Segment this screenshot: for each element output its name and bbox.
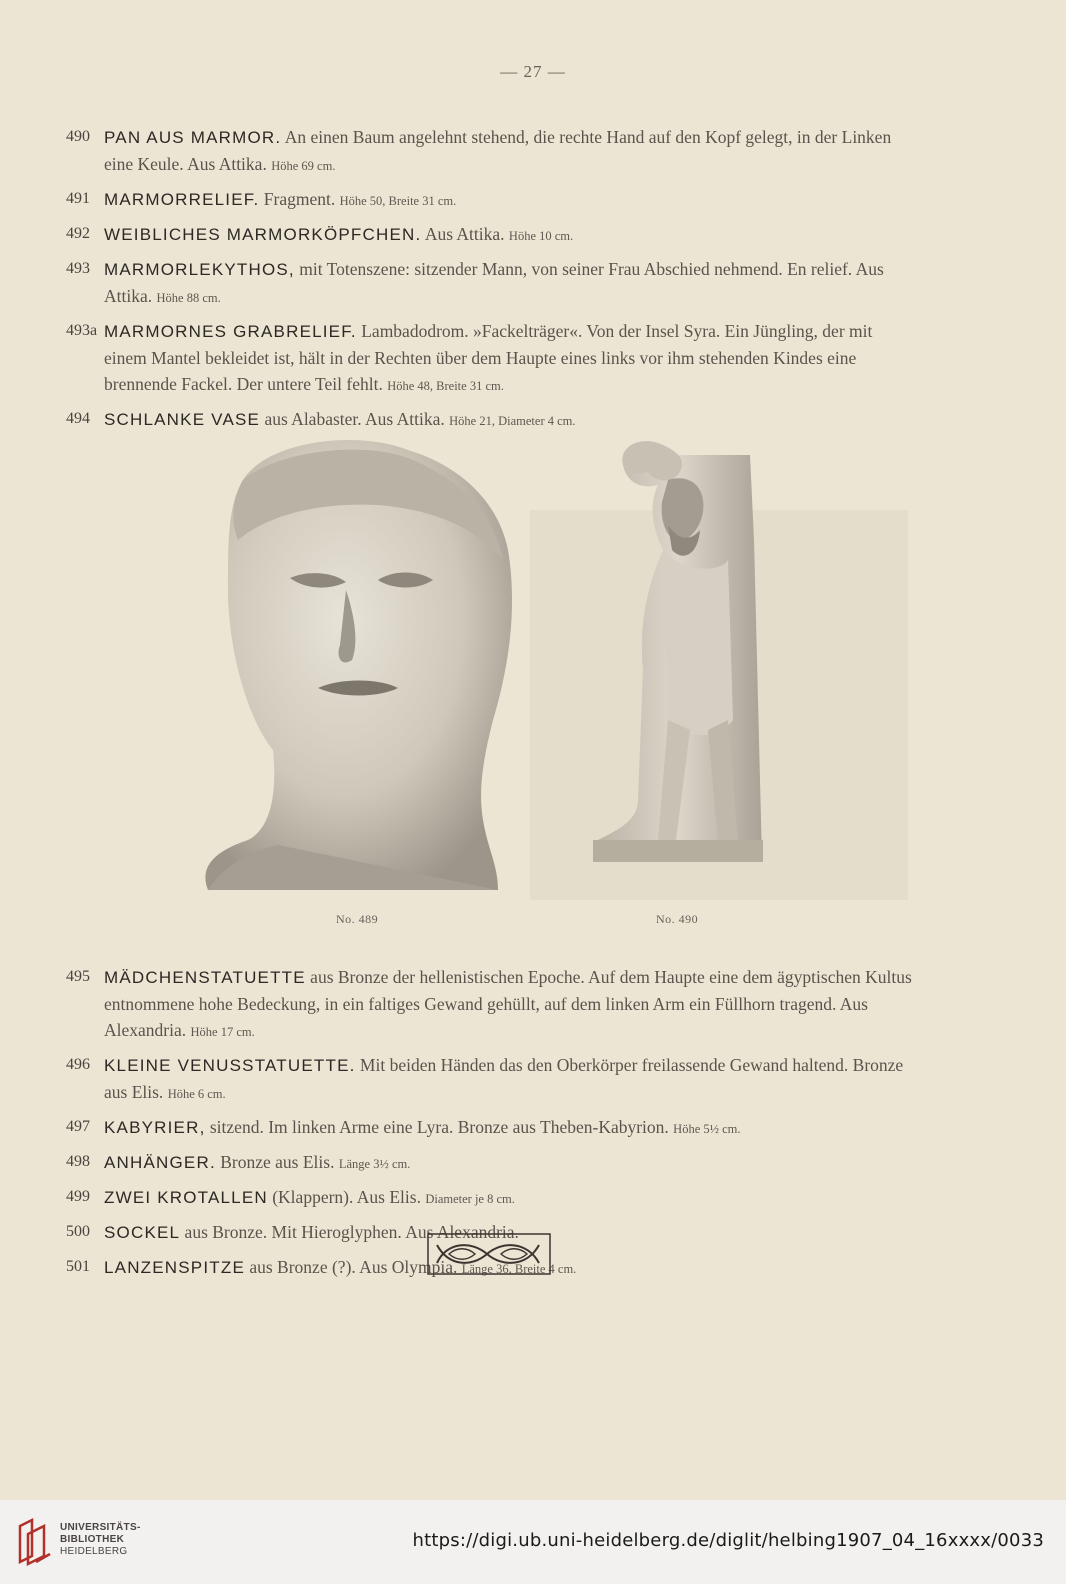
caption-right: No. 490 xyxy=(656,912,699,926)
entry-number: 499 xyxy=(66,1188,90,1205)
catalog-entry xyxy=(66,186,912,214)
entry-measurement: Höhe 5½ cm. xyxy=(673,1122,741,1136)
entry-number: 494 xyxy=(66,410,90,427)
entry-measurement: Diameter je 8 cm. xyxy=(425,1192,515,1206)
plate-illustrations xyxy=(78,420,918,968)
entry-heading: MARMORRELIEF. xyxy=(104,190,260,209)
entry-text: Aus Attika. xyxy=(421,224,509,244)
caption-left: No. 489 xyxy=(336,912,379,926)
library-name xyxy=(60,1522,141,1558)
entry-measurement: Höhe 50, Breite 31 cm. xyxy=(339,194,457,208)
entry-number: 490 xyxy=(66,128,90,145)
entry-measurement: Höhe 6 cm. xyxy=(167,1087,226,1101)
catalog-entry xyxy=(66,256,912,311)
source-url-link[interactable]: https://digi.ub.uni-heidelberg.de/diglit/helbing1907_04_16xxxx/0033 xyxy=(412,1530,1044,1551)
entry-number: 500 xyxy=(66,1223,90,1240)
entry-heading: SOCKEL xyxy=(104,1223,181,1242)
page-number: — 27 — xyxy=(500,62,566,81)
entry-text: aus Alabaster. Aus Attika. xyxy=(260,409,450,429)
photo-plate xyxy=(78,420,918,968)
catalog-entry xyxy=(66,318,912,399)
entry-measurement: Höhe 10 cm. xyxy=(508,229,574,243)
entry-measurement: Höhe 88 cm. xyxy=(156,291,221,305)
entry-number: 497 xyxy=(66,1118,90,1135)
entry-text: Mit beiden Händen das den Oberkörper freilassende Gewand haltend. Bronze aus Elis. xyxy=(104,1055,904,1102)
entry-number: 491 xyxy=(66,190,90,207)
library-footer xyxy=(0,1500,1066,1584)
entry-measurement: Höhe 17 cm. xyxy=(190,1025,255,1039)
entry-text: aus Bronze (?). Aus Olympia. xyxy=(244,1257,462,1277)
entry-heading: ZWEI KROTALLEN xyxy=(104,1188,268,1207)
library-name-line2: BIBLIOTHEK xyxy=(60,1534,125,1545)
marble-head-photo xyxy=(205,440,512,890)
entry-measurement: Länge 36, Breite 4 cm. xyxy=(461,1262,577,1276)
entry-text: (Klappern). Aus Elis. xyxy=(267,1187,426,1207)
catalog-entry xyxy=(66,1114,912,1142)
entry-heading: MÄDCHENSTATUETTE xyxy=(104,968,306,987)
entry-text: aus Bronze der hellenistischen Epoche. Auf dem Haupte eine dem ägyptischen Kultus entnommene hohe Bedeckung, in ein faltiges Gewand gehüllt, auf dem linken Arm ein Füllhorn tragend. Aus Alexandria. xyxy=(104,967,912,1040)
entry-text: mit Totenszene: sitzender Mann, von seiner Frau Abschied nehmend. En relief. Aus Attika. xyxy=(104,259,884,306)
catalog-entry xyxy=(66,1149,912,1177)
entry-number: 501 xyxy=(66,1258,90,1275)
entry-text: aus Bronze. Mit Hieroglyphen. Aus Alexandria. xyxy=(180,1222,519,1242)
catalog-entry xyxy=(66,964,912,1045)
entry-number: 495 xyxy=(66,968,90,985)
entry-measurement: Höhe 69 cm. xyxy=(271,159,336,173)
entry-heading: KABYRIER, xyxy=(104,1118,206,1137)
entry-heading: ANHÄNGER. xyxy=(104,1153,216,1172)
entry-number: 492 xyxy=(66,225,90,242)
entry-heading: MARMORLEKYTHOS, xyxy=(104,260,295,279)
entry-heading: MARMORNES GRABRELIEF. xyxy=(104,322,357,341)
entry-measurement: Länge 3½ cm. xyxy=(338,1157,411,1171)
entry-measurement: Höhe 48, Breite 31 cm. xyxy=(387,379,504,393)
entry-text: sitzend. Im linken Arme eine Lyra. Bronze aus Theben-Kabyrion. xyxy=(205,1117,674,1137)
knot-ornament-icon xyxy=(427,1233,551,1275)
catalog-entry xyxy=(66,1184,912,1212)
pan-statue-photo xyxy=(593,441,763,862)
catalog-entry xyxy=(66,221,912,249)
entries-top xyxy=(66,124,912,441)
entry-number: 496 xyxy=(66,1056,90,1073)
entry-text: Fragment. xyxy=(259,189,340,209)
catalog-entry xyxy=(66,124,912,179)
library-name-line1: UNIVERSITÄTS- xyxy=(60,1522,141,1533)
entry-heading: WEIBLICHES MARMORKÖPFCHEN. xyxy=(104,225,422,244)
entry-heading: LANZENSPITZE xyxy=(104,1258,245,1277)
entry-heading: KLEINE VENUSSTATUETTE. xyxy=(104,1056,356,1075)
entry-measurement: Höhe 21, Diameter 4 cm. xyxy=(449,414,576,428)
entry-number: 493a xyxy=(66,322,98,339)
entry-heading: SCHLANKE VASE xyxy=(104,410,261,429)
entry-text: An einen Baum angelehnt stehend, die rechte Hand auf den Kopf gelegt, in der Linken eine Keule. Aus Attika. xyxy=(104,127,892,174)
entry-text: Bronze aus Elis. xyxy=(215,1152,339,1172)
library-logo-icon xyxy=(14,1516,54,1568)
entry-number: 493 xyxy=(66,260,90,277)
entry-number: 498 xyxy=(66,1153,90,1170)
entry-text: Lambadodrom. »Fackelträger«. Von der Insel Syra. Ein Jüngling, der mit einem Mantel bekleidet ist, hält in der Rechten über dem Haupte eines links vor ihm stehenden Kindes eine brennende Fackel. Der untere Teil fehlt. xyxy=(104,321,873,394)
library-name-line3: HEIDELBERG xyxy=(60,1546,128,1557)
catalog-entry xyxy=(66,1052,912,1107)
entry-heading: PAN AUS MARMOR. xyxy=(104,128,282,147)
